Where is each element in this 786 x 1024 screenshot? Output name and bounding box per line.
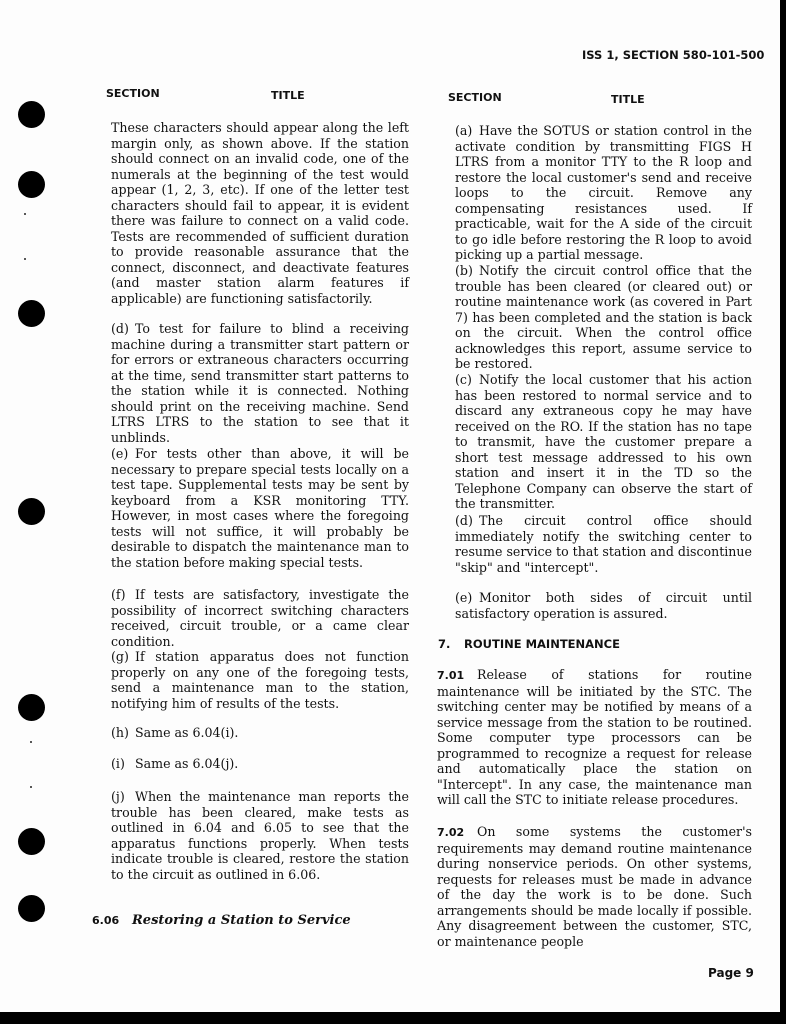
punch-hole-icon	[18, 498, 45, 525]
speck-icon	[24, 213, 26, 215]
punch-hole-icon	[18, 300, 45, 327]
right-item-b	[455, 263, 752, 372]
paragraph-text: On some systems the customer's requirements may demand routine maintenance during nonservice periods. On other systems, requests for releases must be made in advance of the day the work is to be done. Such arrangements should be made locally if possible. Any disagreement between the customer, STC, or maintenance people	[437, 824, 752, 949]
right-item-e	[455, 590, 752, 621]
punch-hole-icon	[18, 828, 45, 855]
item-text: Monitor both sides of circuit until satisfactory operation is assured.	[455, 590, 752, 621]
speck-icon	[30, 786, 32, 788]
left-item-h	[111, 725, 409, 741]
item-label: (h)	[111, 725, 129, 740]
left-section-label: SECTION	[106, 87, 160, 100]
section-number: 7.	[438, 637, 451, 651]
item-label: (a)	[455, 123, 473, 138]
item-label: (b)	[455, 263, 473, 278]
punch-hole-icon	[18, 895, 45, 922]
right-item-d	[455, 513, 752, 575]
punch-hole-icon	[18, 171, 45, 198]
punch-hole-icon	[18, 694, 45, 721]
punch-hole-icon	[18, 101, 45, 128]
paragraph-7-02	[437, 824, 752, 949]
item-text: Same as 6.04(i).	[135, 725, 239, 740]
section-heading	[438, 636, 758, 653]
document-id: ISS 1, SECTION 580-101-500	[582, 48, 765, 62]
speck-icon	[30, 741, 32, 743]
page-number: Page 9	[708, 966, 754, 980]
left-title-label: TITLE	[271, 89, 305, 102]
left-item-j	[111, 789, 409, 882]
item-text: If tests are satisfactory, investigate the possibility of incorrect switching characters received, circuit trouble, or a came clear condition.	[111, 587, 409, 649]
speck-icon	[24, 258, 26, 260]
section-title: ROUTINE MAINTENANCE	[464, 637, 620, 651]
item-text: Notify the local customer that his action has been restored to normal service and to discard any extraneous copy he may have received on the RO. If the station has no tape to transmit, have the customer prepare a short test message addressed to his own station and insert it in the TD so the Telephone Company can observe the start of the transmitter.	[455, 372, 752, 512]
left-item-i	[111, 756, 409, 772]
item-label: (d)	[111, 321, 129, 336]
item-label: (j)	[111, 789, 125, 804]
left-item-e	[111, 446, 409, 570]
item-label: (e)	[455, 590, 473, 605]
intro-paragraph: These characters should appear along the left margin only, as shown above. If the station should connect on an invalid code, one of the numerals at the beginning of the test would appear (1, 2, 3, etc). If one of the letter test characters should fail to appear, it is evident there was failure to connect on a valid code. Tests are recommended of sufficient duration to provide reasonable assurance that the connect, disconnect, and deactivate features (and master station alarm features if applicable) are functioning satisfactorily.	[111, 120, 409, 307]
left-item-d	[111, 321, 409, 445]
item-text: Have the SOTUS or station control in the activate condition by transmitting FIGS H LTRS from a monitor TTY to the R loop and restore the local customer's send and receive loops to the circuit. Remove any compensating resistances used. If practicable, wait for the A side of the circuit to go idle before restoring the R loop to avoid picking up a partial message.	[455, 123, 752, 263]
right-section-label: SECTION	[448, 91, 502, 104]
item-text: The circuit control office should immediately notify the switching center to resume service to that station and discontinue "skip" and "intercept".	[455, 513, 752, 575]
paragraph-text: Release of stations for routine maintenance will be initiated by the STC. The switching center may be notified by means of a service message from the station to be routined. Some computer type processors can be programmed to recognize a request for release and automatically place the station on "Intercept". In any case, the maintenance man will call the STC to initiate release procedures.	[437, 667, 752, 808]
item-label: (f)	[111, 587, 126, 602]
item-text: When the maintenance man reports the trouble has been cleared, make tests as outlined in 6.04 and 6.05 to see that the apparatus functions properly. When tests indicate trouble is cleared, restore the station to the circuit as outlined in 6.06.	[111, 789, 409, 882]
item-text: Notify the circuit control office that the trouble has been cleared (or cleared out) or routine maintenance work (as covered in Part 7) has been completed and the station is back on the circuit. When the control office acknowledges this report, assume service to be restored.	[455, 263, 752, 372]
paragraph-7-01	[437, 667, 752, 808]
subsection-title: Restoring a Station to Service	[132, 913, 351, 928]
right-item-c	[455, 372, 752, 512]
item-text: For tests other than above, it will be necessary to prepare special tests locally on a test tape. Supplemental tests may be sent by keyboard from a KSR monitoring TTY. However, in most cases where the foregoing tests will not suffice, it will probably be desirable to dispatch the maintenance man to the station before making special tests.	[111, 446, 409, 570]
subsection-heading	[92, 912, 412, 929]
paragraph-number: 7.01	[437, 669, 465, 682]
item-text: Same as 6.04(j).	[135, 756, 239, 771]
left-item-f	[111, 587, 409, 649]
left-item-g	[111, 649, 409, 711]
item-label: (d)	[455, 513, 473, 528]
subsection-number: 6.06	[92, 914, 120, 927]
right-item-a	[455, 123, 752, 263]
item-text: To test for failure to blind a receiving machine during a transmitter start pattern or for errors or extraneous characters occurring at the time, send transmitter start patterns to the station while it is connected. Nothing should print on the receiving machine. Send LTRS LTRS to the station to see that it unblinds.	[111, 321, 409, 445]
left-column	[111, 120, 409, 307]
paragraph-number: 7.02	[437, 826, 465, 839]
right-title-label: TITLE	[611, 93, 645, 106]
item-label: (e)	[111, 446, 129, 461]
item-text: If station apparatus does not function properly on any one of the foregoing tests, send a maintenance man to the station, notifying him of results of the tests.	[111, 649, 409, 711]
item-label: (i)	[111, 756, 125, 771]
item-label: (c)	[455, 372, 472, 387]
item-label: (g)	[111, 649, 129, 664]
